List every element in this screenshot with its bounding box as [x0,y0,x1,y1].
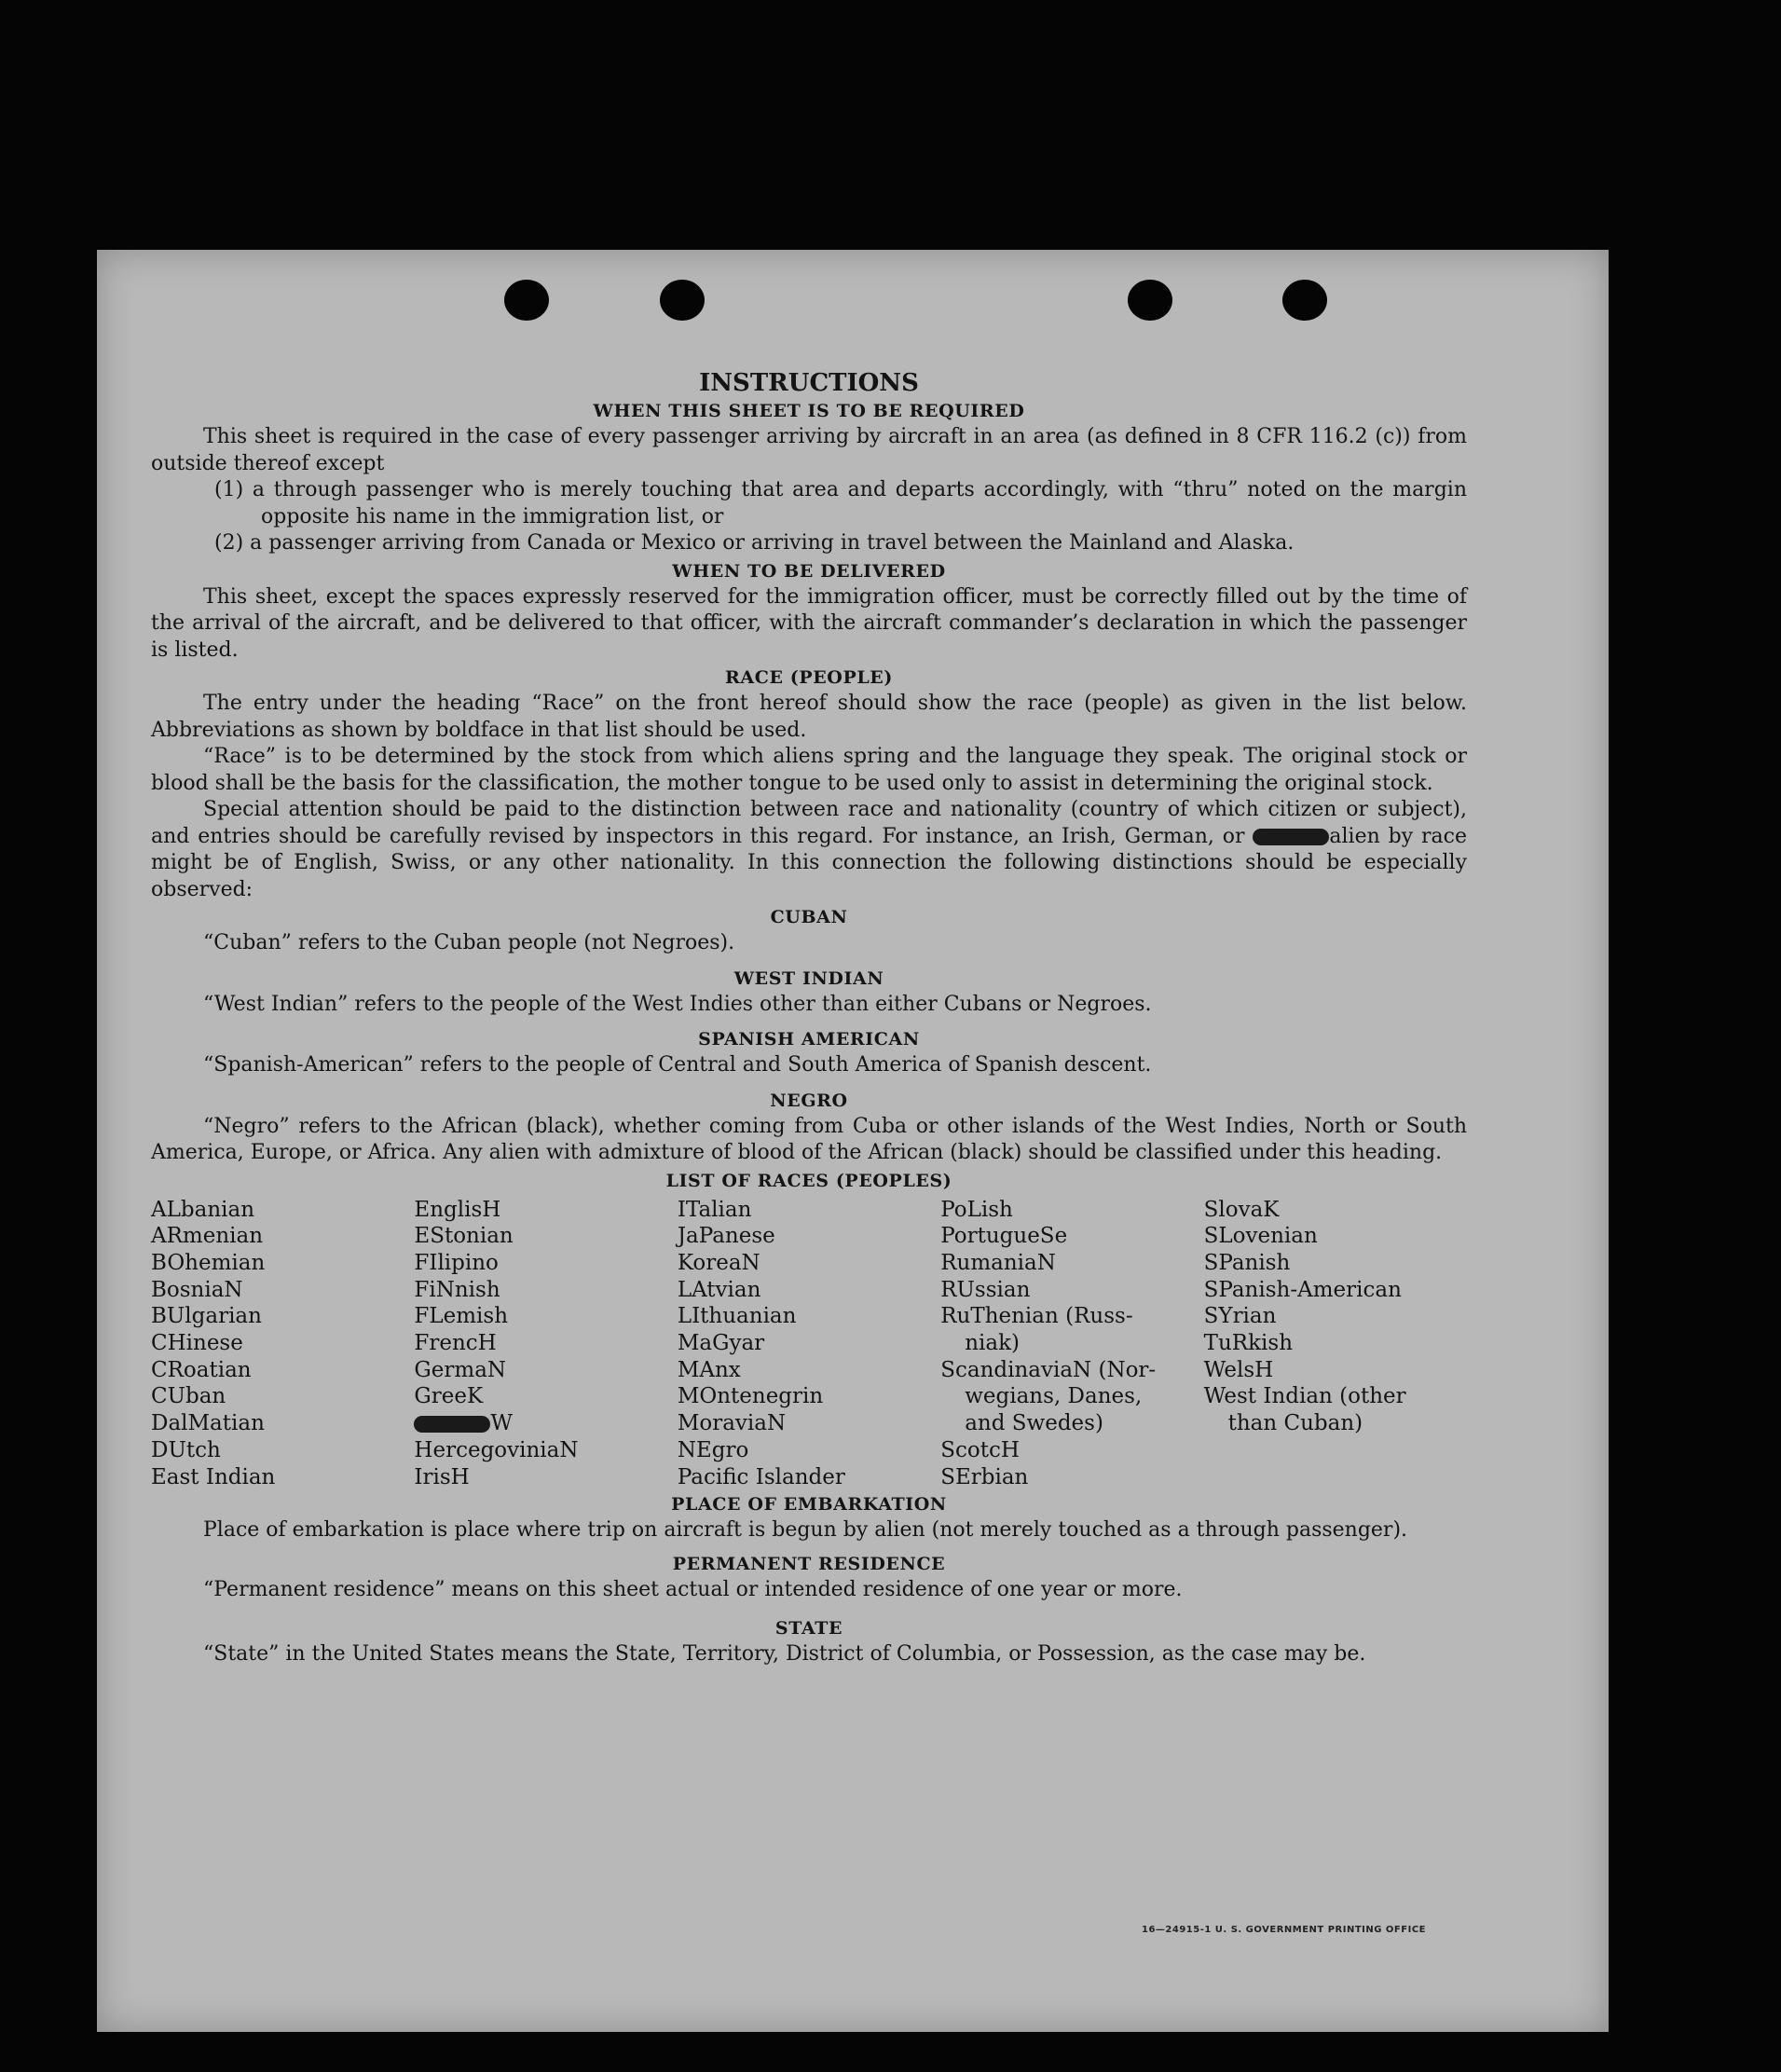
race-entry: SPanish [1203,1250,1291,1275]
race-entry: MoraviaN [677,1411,787,1436]
section-heading-embarkation: PLACE OF EMBARKATION [671,1494,947,1516]
race-entry: DUtch [151,1437,221,1462]
section-heading-list-of-races: LIST OF RACES (PEOPLES) [665,1170,952,1191]
race-column-5 [1204,1197,1467,1491]
section-heading-residence: PERMANENT RESIDENCE [672,1553,946,1574]
race-entry: SLovenian [1203,1224,1318,1249]
punch-hole [1128,280,1172,321]
race-entry: ARmenian [151,1224,264,1249]
required-item-1: (1) a through passenger who is merely touching that area and departs accordingly, with “thru” noted on the margin opposite his name in the immigration list, or [214,478,1467,528]
race-entry: LAtvian [677,1277,761,1302]
race-column-1 [151,1197,414,1491]
section-heading-negro: NEGRO [770,1090,848,1111]
state-text: “State” in the United States means the State, Territory, District of Columbia, or Possession, as the case may be. [203,1642,1366,1667]
race-list [151,1197,1467,1491]
race-entry: KoreaN [677,1250,760,1275]
punch-hole [660,280,705,321]
race-entry: BOhemian [151,1250,266,1275]
delivered-text: This sheet, except the spaces expressly reserved for the immigration officer, must be correctly filled out by the time of the arrival of the aircraft, and be delivered to that officer, with the aircraft commander’s declaration in which the passenger is listed. [151,584,1467,662]
race-entry: GermaN [414,1357,507,1382]
race-entry: FiNnish [414,1277,500,1302]
race-entry: PortugueSe [940,1224,1068,1249]
race-paragraph-3-text: Special attention should be paid to the distinction between race and nationality (country of which citizen or subject), and entries should be carefully revised by inspectors in this regard. For instance, an Irish, German, or [151,798,1467,848]
embarkation-text: Place of embarkation is place where trip on aircraft is begun by alien (not merely touched as a through passenger). [203,1518,1408,1543]
race-entry: FIlipino [414,1250,499,1275]
section-heading-race: RACE (PEOPLE) [725,667,893,688]
race-entry: RumaniaN [940,1250,1056,1275]
race-entry-continued: niak) [965,1331,1021,1356]
page-title: INSTRUCTIONS [699,369,919,397]
race-entry: ALbanian [151,1197,255,1222]
race-entry: FLemish [414,1304,509,1329]
race-column-2 [414,1197,677,1491]
race-entry: EStonian [414,1224,514,1249]
section-heading-west-indian: WEST INDIAN [733,967,884,989]
section-heading-state: STATE [774,1618,843,1640]
redaction-mark [1253,829,1329,845]
race-entry: HercegoviniaN [414,1437,579,1462]
race-entry: GreeK [414,1384,484,1409]
race-entry: MOntenegrin [677,1384,824,1409]
document-sheet [97,250,1609,2032]
race-entry: SlovaK [1203,1197,1280,1222]
race-entry: EnglisH [414,1197,501,1222]
race-entry: WelsH [1203,1357,1274,1382]
redaction-mark [414,1416,490,1433]
race-entry-continued: than Cuban) [1227,1411,1363,1436]
race-entry: IrisH [414,1464,470,1489]
race-entry: CRoatian [151,1357,252,1382]
race-entry: LIthuanian [677,1304,797,1329]
race-entry: TuRkish [1203,1331,1294,1356]
section-heading-required: WHEN THIS SHEET IS TO BE REQUIRED [593,401,1025,421]
race-entry: SErbian [940,1464,1029,1489]
race-paragraph-2: “Race” is to be determined by the stock from which aliens spring and the language they speak. The original stock or blood shall be the basis for the classification, the mother tongue to be used only to assist in determining the original stock. [151,745,1467,795]
punch-hole [1282,280,1327,321]
instructions-content [151,369,1467,1668]
race-entry-redacted [414,1410,677,1437]
race-entry: PoLish [940,1197,1013,1222]
race-entry: SYrian [1203,1304,1277,1329]
race-entry: RUssian [940,1277,1031,1302]
race-entry: NEgro [677,1437,749,1462]
race-entry: DalMatian [151,1411,265,1436]
race-column-4 [940,1197,1203,1491]
race-entry: CUban [151,1384,226,1409]
race-entry: MaGyar [677,1331,765,1356]
race-entry: BosniaN [151,1277,243,1302]
negro-text: “Negro” refers to the African (black), whether coming from Cuba or other islands of the West Indies, North or South America, Europe, or Africa. Any alien with admixture of blood of the African (black) should be classified under this heading. [151,1114,1467,1164]
race-entry: ITalian [677,1197,752,1222]
race-entry-continued: wegians, Danes, [965,1384,1143,1409]
residence-text: “Permanent residence” means on this sheet actual or intended residence of one year or more. [203,1577,1183,1601]
section-heading-delivered: WHEN TO BE DELIVERED [672,560,946,582]
race-entry: ScotcH [940,1437,1020,1462]
race-entry: JaPanese [677,1224,775,1249]
race-entry: West Indian (other [1203,1384,1406,1409]
race-entry-continued: and Swedes) [965,1411,1103,1436]
race-entry: RuThenian (Russ- [940,1304,1133,1329]
section-heading-spanish-american: SPANISH AMERICAN [698,1029,920,1050]
west-indian-text: “West Indian” refers to the people of the West Indies other than either Cubans or Negroes. [203,992,1152,1016]
race-entry: ScandinaviaN (Nor- [940,1357,1157,1382]
race-entry: Pacific Islander [677,1464,845,1489]
race-entry: East Indian [151,1464,276,1489]
race-paragraph-3 [151,797,1467,903]
printer-imprint: 16—24915-1 U. S. GOVERNMENT PRINTING OFFICE [1142,1925,1426,1935]
race-entry: BUlgarian [151,1304,262,1329]
cuban-text: “Cuban” refers to the Cuban people (not Negroes). [203,931,735,954]
required-intro: This sheet is required in the case of every passenger arriving by aircraft in an area (as defined in 8 CFR 116.2 (c)) from outside thereof except [151,425,1467,475]
race-entry: CHinese [151,1331,243,1356]
race-entry: SPanish-American [1203,1277,1402,1302]
required-item-2: (2) a passenger arriving from Canada or Mexico or arriving in travel between the Mainland and Alaska. [214,531,1295,555]
section-heading-cuban: CUBAN [770,907,848,927]
race-entry: FrencH [414,1331,497,1356]
spanish-american-text: “Spanish-American” refers to the people of Central and South America of Spanish descent. [203,1053,1152,1077]
race-paragraph-3-continued: alien by race might be of English, Swiss, or any other nationality. In this connection the following distinctions should be especially observed: [151,824,1467,901]
race-paragraph-1: The entry under the heading “Race” on the front hereof should show the race (people) as given in the list below. Abbreviations as shown by boldface in that list should be used. [151,692,1467,742]
punch-hole [504,280,549,321]
race-entry: MAnx [677,1357,741,1382]
race-column-3 [678,1197,940,1491]
redacted-suffix: W [490,1411,514,1436]
